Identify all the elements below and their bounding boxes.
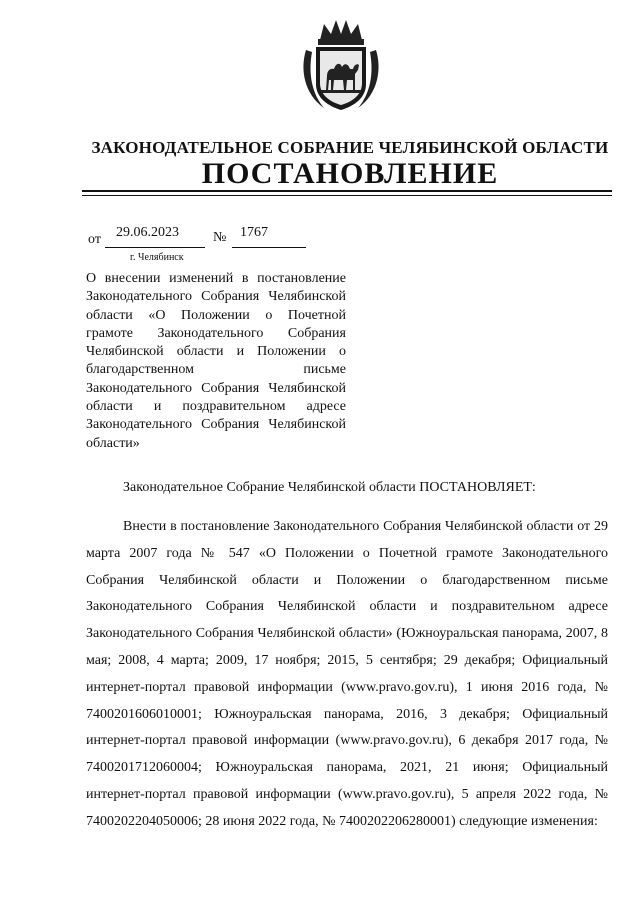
body-paragraph: Внести в постановление Законодательного Собрания Челябинской области от 29 марта 2007 года № 547 «О Положении о Почетной грамоте Законодательного Собрания Челябинской области и Положении о благодарственном письме Законодательного Собрания Челябинской области и поздравительном адресе Законодательного Собрания Челябинской области» (Южноуральская панорама, 2007, 8 мая; 2008, 4 марта; 2009, 17 ноября; 2015, 5 сентября; 29 декабря; Официальный интернет-портал правовой информации (www.pravo.gov.ru), 1 июня 2016 года, № 7400201606010001; Южноуральская панорама, 2016, 3 декабря; Официальный интернет-портал правовой информации (www.pravo.gov.ru), 6 декабря 2017 года, № 7400201712060004; Южноуральская панорама, 2021, 21 июня; Официальный интернет-портал правовой информации (www.pravo.gov.ru), 5 апреля 2022 года, № 7400202204050006; 28 июня 2022 года, № 7400202206280001) следующие изменения: [86,519,608,829]
document-date: 29.06.2023 [116,225,179,240]
document-subject: О внесении изменений в постановление Законодательного Собрания Челябинской области «О Положении о Почетной грамоте Законодательного Собрания Челябинской области и Положении о благодарственном письме Законодательного Собрания Челябинской области и поздравительном адресе Законодательного Собрания Челябинской области» [86,271,346,451]
preamble: Законодательное Собрание Челябинской области ПОСТАНОВЛЯЕТ: [123,480,536,495]
organization-title: ЗАКОНОДАТЕЛЬНОЕ СОБРАНИЕ ЧЕЛЯБИНСКОЙ ОБЛАСТИ [91,138,609,157]
document-type-title: ПОСТАНОВЛЕНИЕ [201,157,499,190]
number-underline [232,247,306,248]
header-divider-thick [82,190,612,192]
document-city: г. Челябинск [130,252,184,263]
date-underline [105,247,205,248]
header-divider-thin [82,195,612,196]
number-label: № [213,230,227,245]
coat-of-arms-icon [298,14,384,114]
chelyabinsk-emblem-svg [298,14,384,114]
document-number: 1767 [240,225,268,240]
date-label: от [88,232,101,247]
